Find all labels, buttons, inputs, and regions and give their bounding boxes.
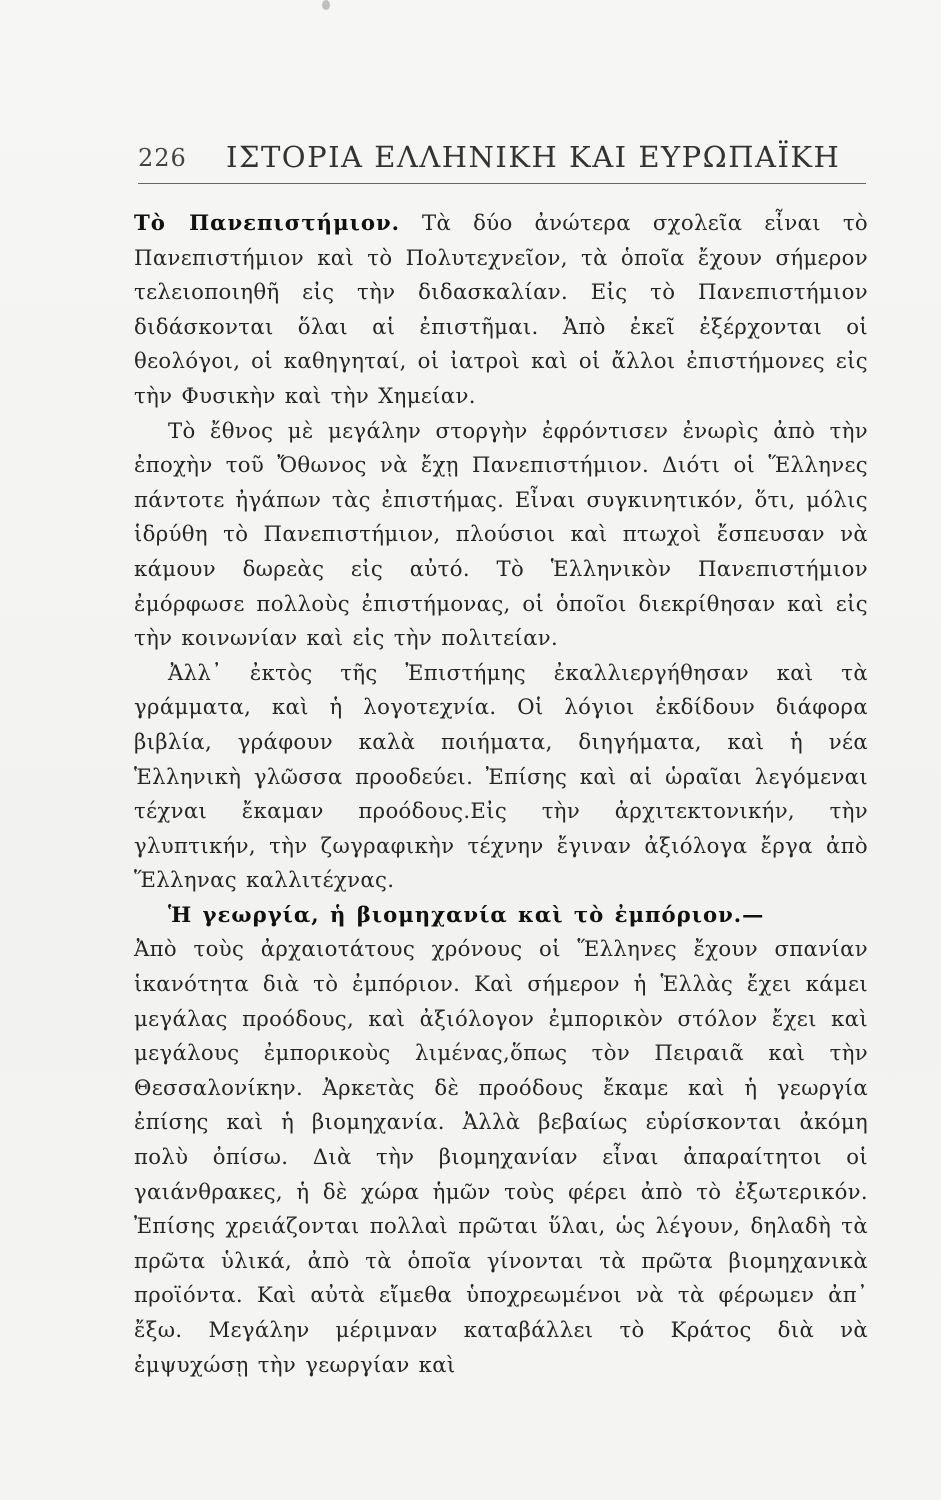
running-head <box>138 140 866 180</box>
body-text <box>134 206 868 1382</box>
paragraph: Τὸ ἔθνος μὲ μεγάλην στοργὴν ἐφρόντισεν ἐνωρὶς ἀπὸ τὴν ἐποχὴν τοῦ Ὄθωνος νὰ ἔχῃ Πανεπιστήμιον. Διότι οἱ Ἕλληνες πάντοτε ἠγάπων τὰς ἐπιστήμας. Εἶναι συγκινητικόν, ὅτι, μόλις ἱδρύθη τὸ Πανεπιστήμιον, πλούσιοι καὶ πτωχοὶ ἔσπευσαν νὰ κάμουν δωρεὰς εἰς αὐτό. Τὸ Ἑλληνικὸν Πανεπιστήμιον ἐμόρφωσε πολλοὺς ἐπιστήμονας, οἱ ὁποῖοι διεκρίθησαν καὶ εἰς τὴν κοινωνίαν καὶ εἰς τὴν πολιτείαν. <box>134 417 868 651</box>
page-number: 226 <box>138 144 187 172</box>
ink-speck <box>322 0 330 10</box>
running-title: ΙΣΤΟΡΙΑ ΕΛΛΗΝΙΚΗ ΚΑΙ ΕΥΡΩΠΑΪΚΗ <box>226 140 841 174</box>
paragraph: Ἀλλ᾽ ἐκτὸς τῆς Ἐπιστήμης ἐκαλλιεργήθησαν καὶ τὰ γράμματα, καὶ ἡ λογοτεχνία. Οἱ λόγιοι ἐκδίδουν διάφορα βιβλία, γράφουν καλὰ ποιήματα, διηγήματα, καὶ ἡ νέα Ἑλληνικὴ γλῶσσα προοδεύει. Ἐπίσης καὶ αἱ ὡραῖαι λεγόμεναι τέχναι ἔκαμαν προόδους.Εἰς τὴν ἀρχιτεκτονικήν, τὴν γλυπτικήν, τὴν ζωγραφικὴν τέχνην ἔγιναν ἀξιόλογα ἔργα ἀπὸ Ἕλληνας καλλιτέχνας. <box>134 659 868 893</box>
section-heading-line <box>134 898 868 933</box>
paragraph-text: Τὰ δύο ἀνώτερα σχολεῖα εἶναι τὸ Πανεπιστήμιον καὶ τὸ Πολυτεχνεῖον, τὰ ὁποῖα ἔχουν σήμερον τελειοποιηθῆ εἰς τὴν διδασκαλίαν. Εἰς τὸ Πανεπιστήμιον διδάσκονται ὅλαι αἱ ἐπιστῆμαι. Ἀπὸ ἐκεῖ ἐξέρχονται οἱ θεολόγοι, οἱ καθηγηταί, οἱ ἰατροὶ καὶ οἱ ἄλλοι ἐπιστήμονες εἰς τὴν Φυσικὴν καὶ τὴν Χημείαν. <box>134 210 869 408</box>
section-title: Τὸ Πανεπιστήμιον. <box>134 210 401 235</box>
paragraph <box>134 206 868 414</box>
section-title: Ἡ γεωργία, ἡ βιομηχανία καὶ τὸ ἐμπόριον.— <box>168 901 765 927</box>
header-rule <box>138 183 866 184</box>
paragraph: Ἀπὸ τοὺς ἀρχαιοτάτους χρόνους οἱ Ἕλληνες ἔχουν σπανίαν ἱκανότητα διὰ τὸ ἐμπόριον. Καὶ σήμερον ἡ Ἑλλὰς ἔχει κάμει μεγάλας προόδους, καὶ ἀξιόλογον ἐμπορικὸν στόλον ἔχει καὶ μεγάλους ἐμπορικοὺς λιμένας,ὅπως τὸν Πειραιᾶ καὶ τὴν Θεσσαλονίκην. Ἀρκετὰς δὲ προόδους ἔκαμε καὶ ἡ γεωργία ἐπίσης καὶ ἡ βιομηχανία. Ἀλλὰ βεβαίως εὑρίσκονται ἀκόμη πολὺ ὀπίσω. Διὰ τὴν βιομηχανίαν εἶναι ἀπαραίτητοι οἱ γαιάνθρακες, ἡ δὲ χώρα ἡμῶν τοὺς φέρει ἀπὸ τὸ ἐξωτερικόν. Ἐπίσης χρειάζονται πολλαὶ πρῶται ὕλαι, ὡς λέγουν, δηλαδὴ τὰ πρῶτα ὑλικά, ἀπὸ τὰ ὁποῖα γίνονται τὰ πρῶτα βιομηχανικὰ προϊόντα. Καὶ αὐτὰ εἴμεθα ὑποχρεωμένοι νὰ τὰ φέρωμεν ἀπ᾽ ἔξω. Μεγάλην μέριμναν καταβάλλει τὸ Κράτος διὰ νὰ ἐμψυχώσῃ τὴν γεωργίαν καὶ <box>134 936 868 1377</box>
